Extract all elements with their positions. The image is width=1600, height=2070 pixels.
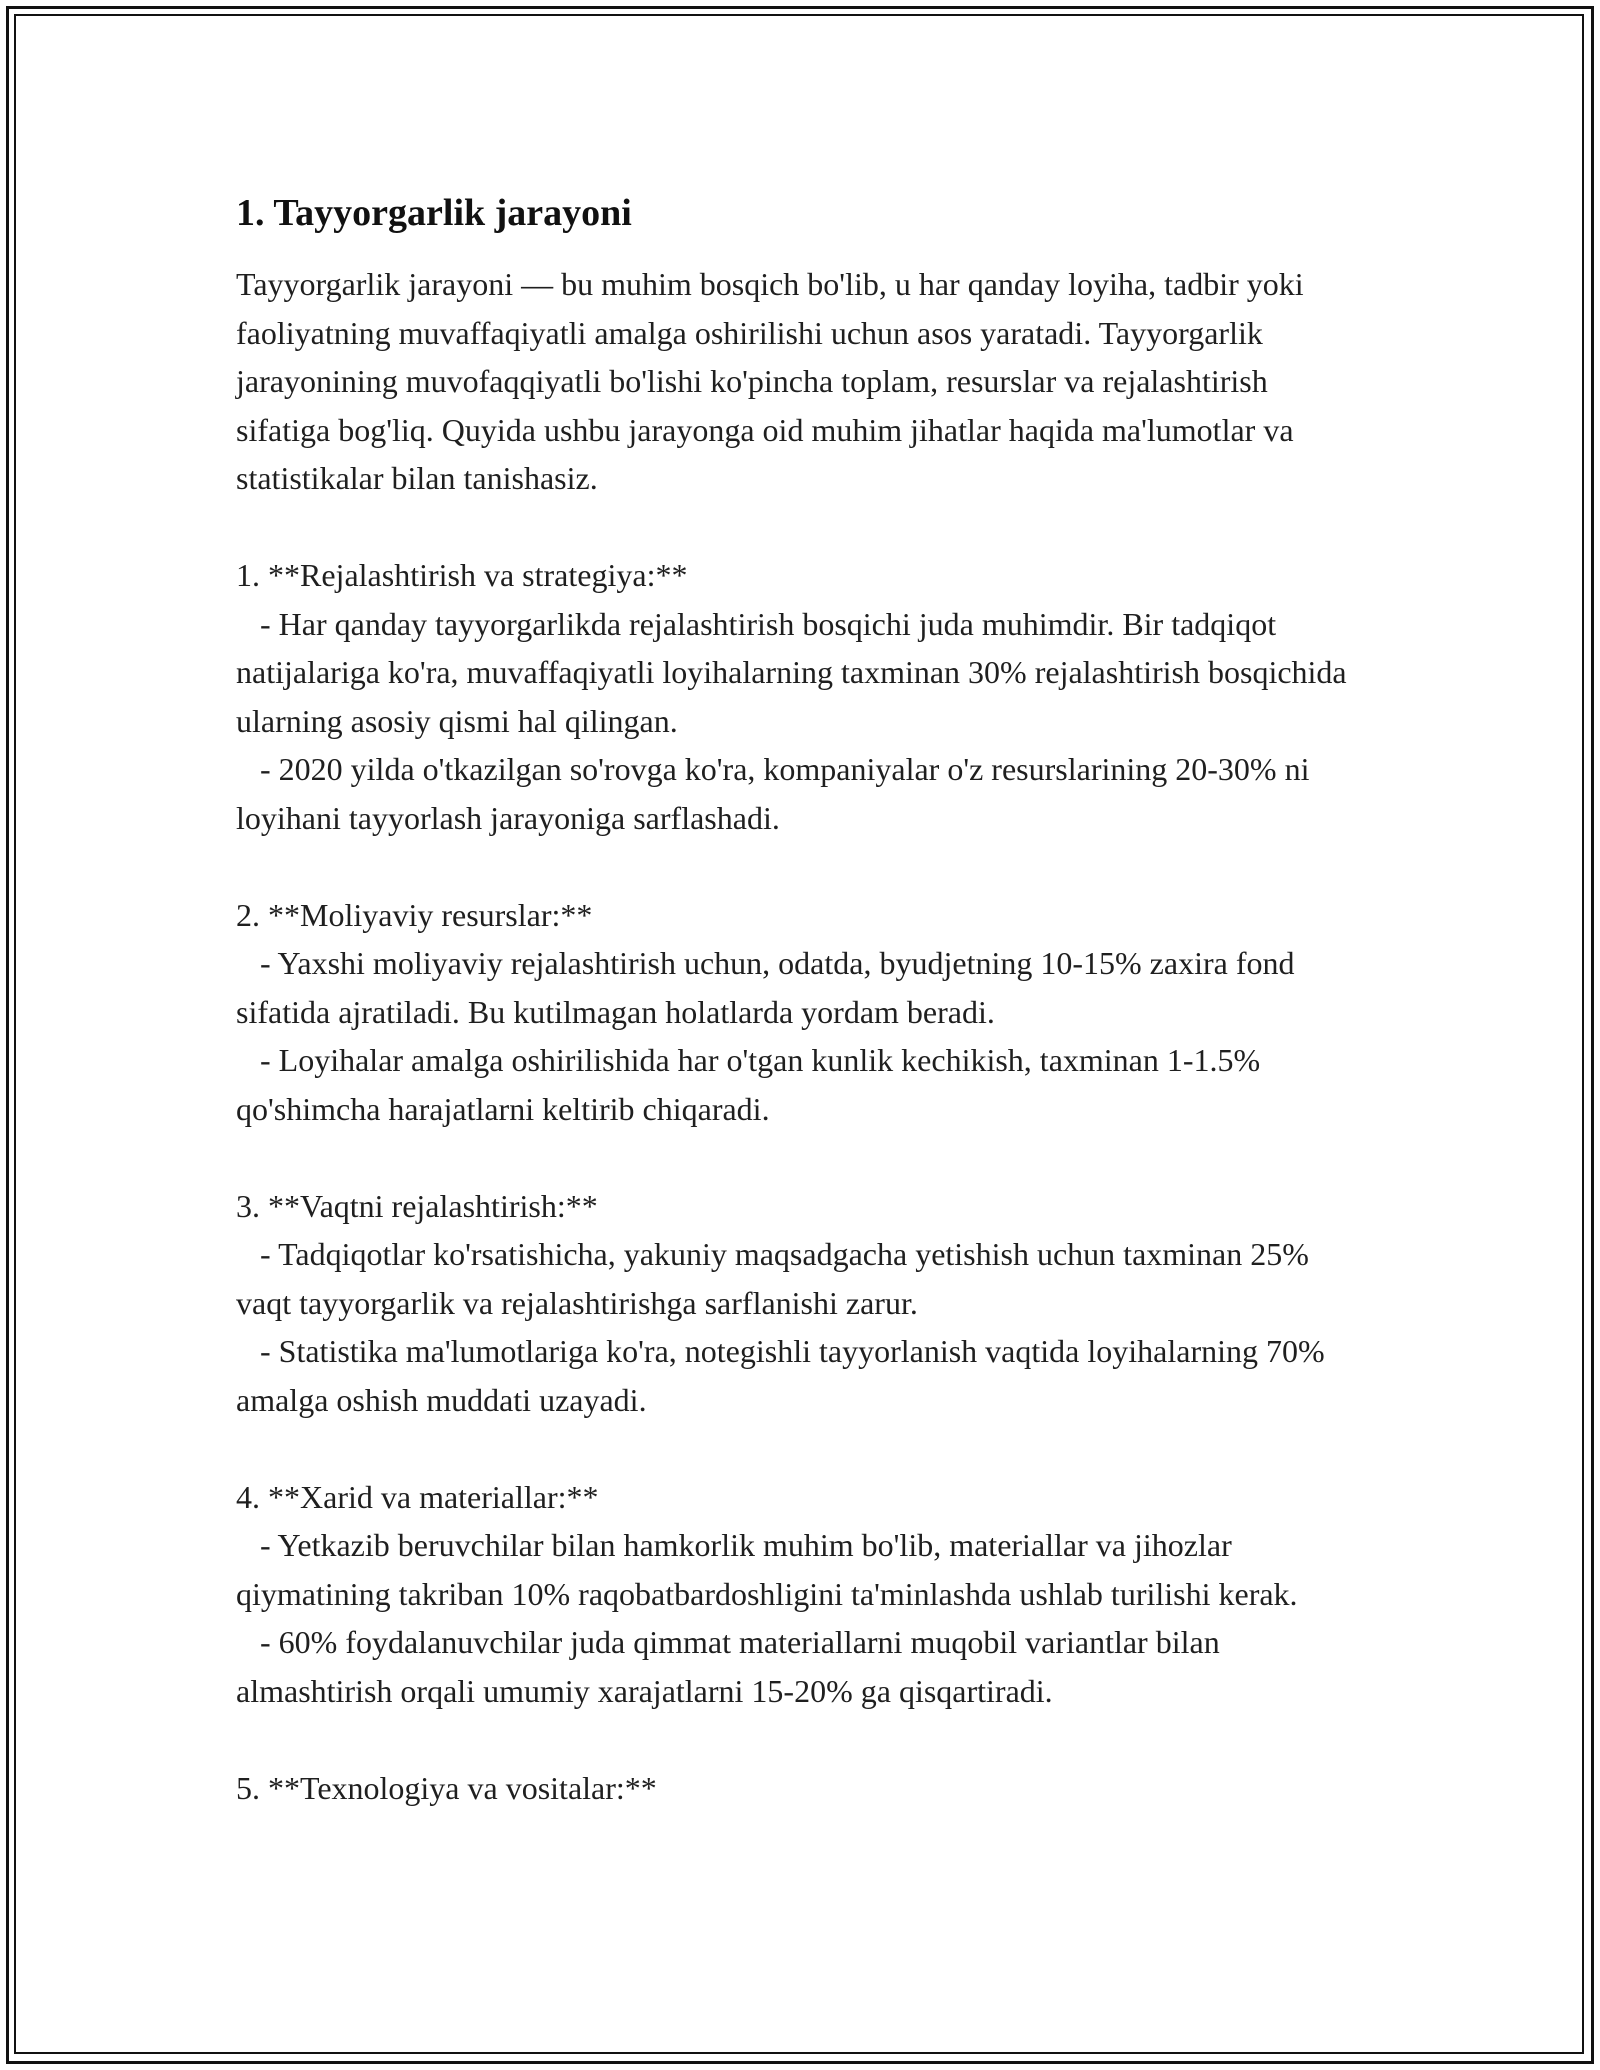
section-bullet: - 60% foydalanuvchilar juda qimmat materiallarni muqobil variantlar bilan almashtirish orqali umumiy xarajatlarni 15-20% ga qisqartiradi. — [236, 1624, 1228, 1709]
intro-paragraph: Tayyorgarlik jarayoni — bu muhim bosqich bo'lib, u har qanday loyiha, tadbir yoki faoliyatning muvaffaqiyatli amalga oshirilishi uchun asos yaratadi. Tayyorgarlik jarayonining muvofaqqiyatli bo'lishi ko'pincha toplam, resurslar va rejalashtirish sifatiga bog'liq. Quyida ushbu jarayonga oid muhim jihatlar haqida ma'lumotlar va statistikalar bilan tanishasiz. — [236, 266, 1312, 496]
section-heading: 5. **Texnologiya va vositalar:** — [236, 1769, 657, 1806]
section-bullet: - Tadqiqotlar ko'rsatishicha, yakuniy maqsadgacha yetishish uchun taxminan 25% vaqt tayyorgarlik va rejalashtirishga sarflanishi zarur. — [236, 1236, 1317, 1321]
section-gap — [236, 1133, 1366, 1182]
section-bullet: - 2020 yilda o'tkazilgan so'rovga ko'ra, kompaniyalar o'z resurslarining 20-30% ni loyihani tayyorlash jarayoniga sarflashadi. — [236, 751, 1318, 836]
section-heading: 2. **Moliyaviy resurslar:** — [236, 896, 593, 933]
section-heading: 1. **Rejalashtirish va strategiya:** — [236, 557, 688, 593]
section-gap — [236, 842, 1366, 891]
section-4 — [236, 1473, 1366, 1716]
section-5 — [236, 1764, 1366, 1813]
section-heading: 4. **Xarid va materiallar:** — [236, 1478, 599, 1515]
section-1 — [236, 551, 1366, 842]
section-heading: 3. **Vaqtni rejalashtirish:** — [236, 1187, 598, 1224]
section-gap — [236, 1715, 1366, 1764]
document-body — [236, 188, 1366, 1812]
section-bullet: - Yetkazib beruvchilar bilan hamkorlik muhim bo'lib, materiallar va jihozlar qiymatining takriban 10% raqobatbardoshligini ta'minlashda ushlab turilishi kerak. — [236, 1527, 1298, 1612]
section-bullet: - Yaxshi moliyaviy rejalashtirish uchun, odatda, byudjetning 10-15% zaxira fond sifatida ajratiladi. Bu kutilmagan holatlarda yordam beradi. — [236, 945, 1303, 1030]
section-gap — [236, 1424, 1366, 1473]
section-bullet: - Statistika ma'lumotlariga ko'ra, notegishli tayyorlanish vaqtida loyihalarning 70% amalga oshish muddati uzayadi. — [236, 1333, 1333, 1418]
section-bullet: - Har qanday tayyorgarlikda rejalashtirish bosqichi juda muhimdir. Bir tadqiqot natijalariga ko'ra, muvaffaqiyatli loyihalarning taxminan 30% rejalashtirish bosqichida ularning asosiy qismi hal qilingan. — [236, 605, 1355, 739]
section-gap — [236, 503, 1366, 552]
section-2 — [236, 891, 1366, 1134]
section-bullet: - Loyihalar amalga oshirilishida har o'tgan kunlik kechikish, taxminan 1-1.5% qo'shimcha harajatlarni keltirib chiqaradi. — [236, 1042, 1269, 1127]
section-3 — [236, 1182, 1366, 1425]
document-title: 1. Tayyorgarlik jarayoni — [236, 192, 632, 234]
